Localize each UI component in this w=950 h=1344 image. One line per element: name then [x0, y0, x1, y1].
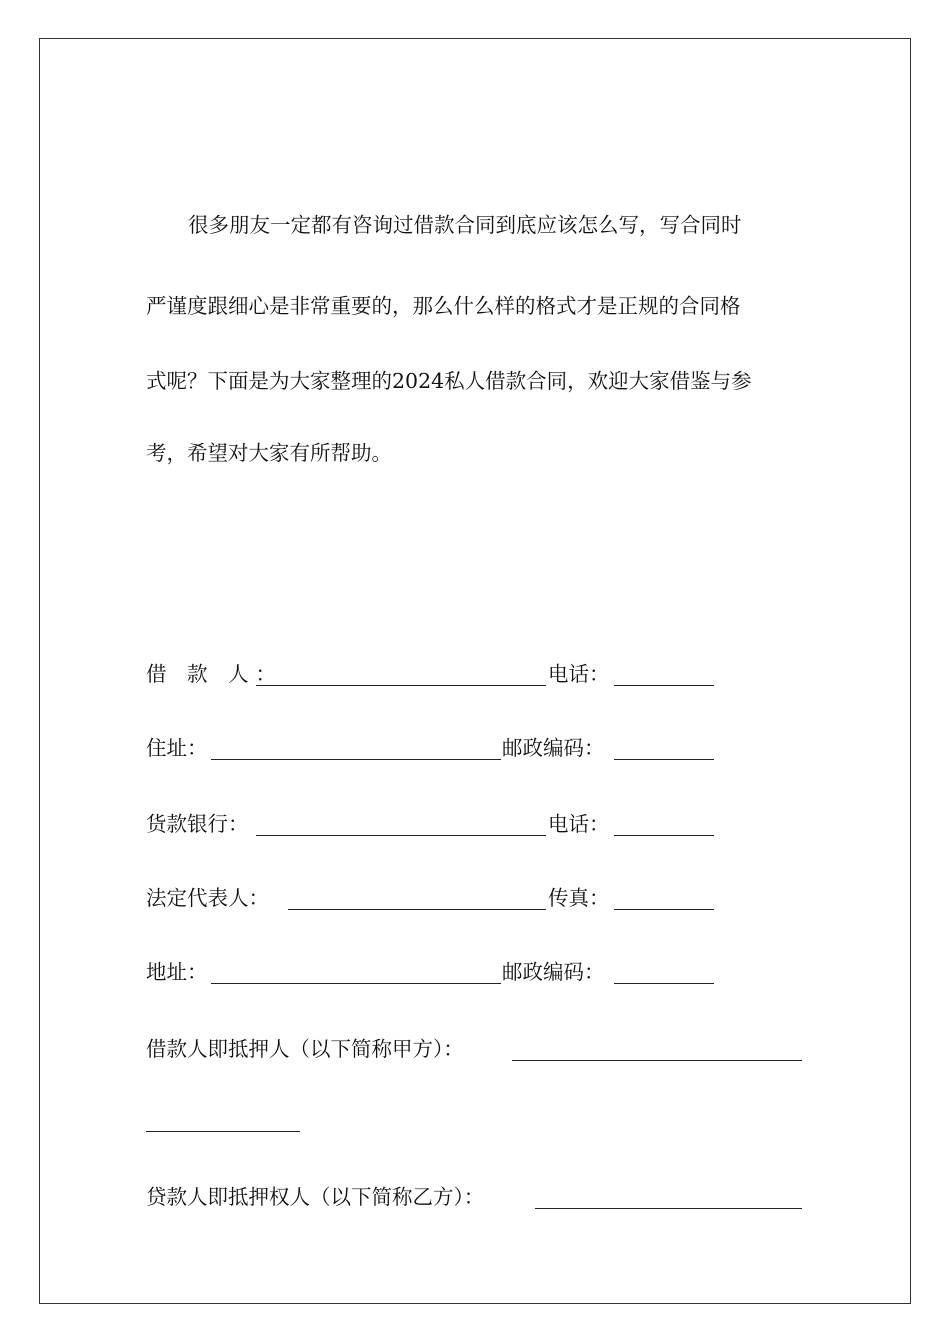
postcode-label-2: 邮政编码： — [502, 960, 605, 984]
intro-line-4: 考，希望对大家有所帮助。 — [146, 441, 392, 465]
address2-label: 地址： — [146, 960, 208, 984]
postcode-blank[interactable] — [614, 759, 714, 760]
lender-bank-blank[interactable] — [256, 835, 546, 836]
borrower-row — [146, 658, 806, 690]
postcode-label: 邮政编码： — [502, 736, 605, 760]
phone-blank-2[interactable] — [614, 835, 714, 836]
postcode-blank-2[interactable] — [614, 983, 714, 984]
phone-label: 电话： — [548, 662, 610, 686]
phone-blank[interactable] — [614, 685, 714, 686]
intro-line-3: 式呢？下面是为大家整理的2024私人借款合同，欢迎大家借鉴与参 — [146, 369, 752, 393]
party-b-blank[interactable] — [535, 1208, 802, 1209]
borrower-blank[interactable] — [256, 685, 546, 686]
party-a-label: 借款人即抵押人（以下简称甲方）： — [146, 1037, 464, 1061]
address-label: 住址： — [146, 736, 208, 760]
fax-blank[interactable] — [614, 909, 714, 910]
legal-rep-blank[interactable] — [288, 909, 546, 910]
intro-line-2: 严谨度跟细心是非常重要的，那么什么样的格式才是正规的合同格 — [146, 294, 741, 318]
phone-label-2: 电话： — [548, 812, 610, 836]
party-a-row — [146, 1033, 806, 1065]
address2-blank[interactable] — [211, 983, 501, 984]
fax-label: 传真： — [548, 886, 610, 910]
party-b-label: 贷款人即抵押权人（以下简称乙方）： — [146, 1185, 485, 1209]
legal-rep-label: 法定代表人： — [146, 886, 269, 910]
lender-bank-row — [146, 808, 806, 840]
party-a-blank[interactable] — [512, 1060, 802, 1061]
legal-rep-row — [146, 882, 806, 914]
party-a-continuation-row — [146, 1104, 806, 1136]
address-row — [146, 732, 806, 764]
borrower-label: 借 款 人： — [146, 662, 284, 686]
party-a-blank-continued[interactable] — [146, 1131, 300, 1132]
address-blank[interactable] — [211, 759, 501, 760]
lender-bank-label: 货款银行： — [146, 812, 249, 836]
address2-row — [146, 956, 806, 988]
party-b-row — [146, 1181, 806, 1213]
intro-line-1: 很多朋友一定都有咨询过借款合同到底应该怎么写，写合同时 — [188, 213, 742, 237]
